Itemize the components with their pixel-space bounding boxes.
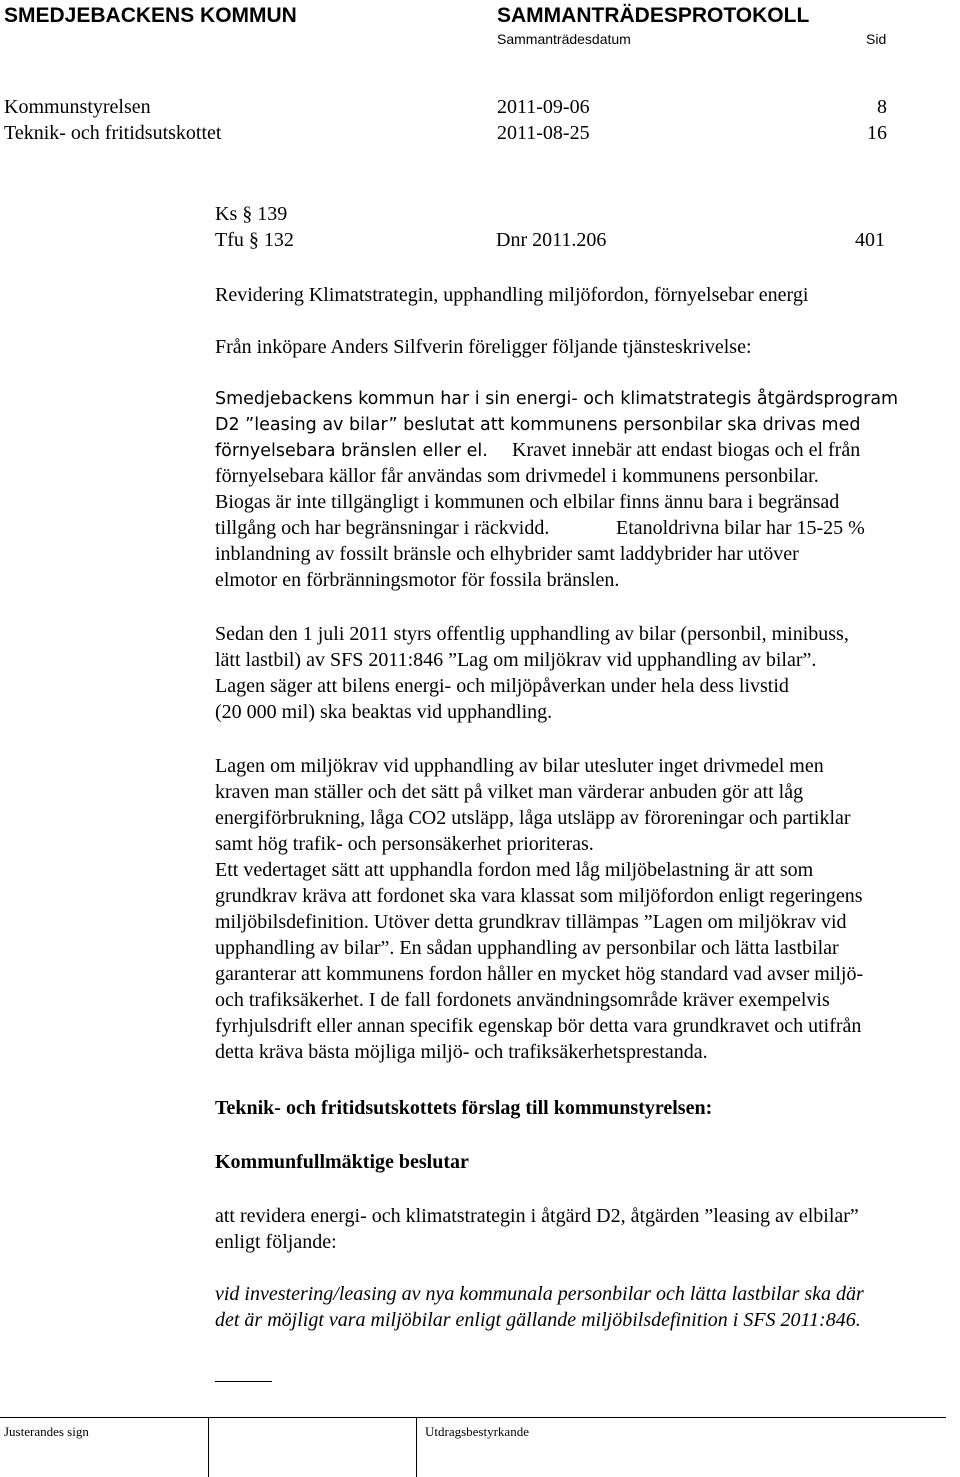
paragraph-line: lätt lastbil) av SFS 2011:846 ”Lag om miljökrav vid upphandling av bilar”. — [215, 649, 817, 671]
meeting-date: 2011-08-25 — [497, 122, 590, 144]
paragraph-line: detta kräva bästa möjliga miljö- och trafiksäkerhetsprestanda. — [215, 1041, 708, 1063]
paragraph-line: grundkrav kräva att fordonet ska vara klassat som miljöfordon enligt regeringens — [215, 885, 863, 907]
archive-code: 401 — [855, 229, 885, 251]
footer-divider — [0, 1417, 946, 1418]
decision-line: enligt följande: — [215, 1231, 337, 1253]
paragraph-line: elmotor en förbränningsmotor för fossila bränslen. — [215, 569, 620, 591]
paragraph-line: förnyelsebara källor får användas som drivmedel i kommunens personbilar. — [215, 465, 819, 487]
date-label: Sammanträdesdatum — [497, 31, 631, 47]
ks-reference: Ks § 139 — [215, 203, 288, 225]
org-name: SMEDJEBACKENS KOMMUN — [4, 4, 297, 27]
decision-heading: Kommunfullmäktige beslutar — [215, 1151, 469, 1173]
paragraph-line: och trafiksäkerhet. I de fall fordonets användningsområde kräver exempelvis — [215, 989, 830, 1011]
proposal-heading: Teknik- och fritidsutskottets förslag till kommunstyrelsen: — [215, 1097, 713, 1119]
page-title: Revidering Klimatstrategin, upphandling miljöfordon, förnyelsebar energi — [215, 284, 809, 306]
certification-label: Utdragsbestyrkande — [425, 1424, 529, 1439]
tfu-reference: Tfu § 132 — [215, 229, 294, 251]
paragraph-line: samt hög trafik- och personsäkerhet prioriteras. — [215, 833, 594, 855]
decision-text-line: vid investering/leasing av nya kommunala personbilar och lätta lastbilar ska där — [215, 1283, 864, 1305]
signature-rule — [215, 1381, 272, 1382]
sign-label: Justerandes sign — [4, 1424, 89, 1439]
body-name: Kommunstyrelsen — [4, 96, 151, 118]
paragraph-line: miljöbilsdefinition. Utöver detta grundkrav tillämpas ”Lagen om miljökrav vid — [215, 911, 847, 933]
paragraph-line: Kravet innebär att endast biogas och el från — [512, 439, 861, 461]
paragraph-line: tillgång och har begränsningar i räckvidd. — [215, 517, 550, 539]
paragraph-line: Etanoldrivna bilar har 15-25 % — [616, 517, 865, 539]
paragraph-line: kraven man ställer och det sätt på vilket man värderar anbuden gör att låg — [215, 781, 804, 803]
paragraph-line: förnyelsebara bränslen eller el. — [215, 441, 488, 461]
page-number: 16 — [867, 122, 887, 144]
paragraph-line: inblandning av fossilt bränsle och elhybrider samt laddybrider har utöver — [215, 543, 799, 565]
paragraph-line: Lagen om miljökrav vid upphandling av bilar utesluter inget drivmedel men — [215, 755, 824, 777]
dnr-reference: Dnr 2011.206 — [496, 229, 607, 251]
meeting-date: 2011-09-06 — [497, 96, 590, 118]
footer-separator — [416, 1417, 417, 1477]
paragraph-line: (20 000 mil) ska beaktas vid upphandling. — [215, 701, 553, 723]
paragraph-line: Lagen säger att bilens energi- och miljöpåverkan under hela dess livstid — [215, 675, 789, 697]
body-name: Teknik- och fritidsutskottet — [4, 122, 222, 144]
paragraph-line: D2 ”leasing av bilar” beslutat att kommunens personbilar ska drivas med — [215, 415, 861, 435]
paragraph-line: Ett vedertaget sätt att upphandla fordon med låg miljöbelastning är att som — [215, 859, 814, 881]
paragraph-line: garanterar att kommunens fordon håller en mycket hög standard vad avser miljö- — [215, 963, 864, 985]
decision-text-line: det är möjligt vara miljöbilar enligt gällande miljöbilsdefinition i SFS 2011:846. — [215, 1309, 861, 1331]
paragraph-line: energiförbrukning, låga CO2 utsläpp, låga utsläpp av föroreningar och partiklar — [215, 807, 851, 829]
paragraph-line: fyrhjulsdrift eller annan specifik egenskap bör detta vara grundkravet och utifrån — [215, 1015, 862, 1037]
paragraph-line: Sedan den 1 juli 2011 styrs offentlig upphandling av bilar (personbil, minibuss, — [215, 623, 849, 645]
paragraph-line: Smedjebackens kommun har i sin energi- och klimatstrategis åtgärdsprogram — [215, 389, 899, 409]
doc-type: SAMMANTRÄDESPROTOKOLL — [497, 4, 810, 27]
intro-line: Från inköpare Anders Silfverin föreligger följande tjänsteskrivelse: — [215, 336, 752, 358]
page-label: Sid — [866, 31, 887, 47]
paragraph-line: Biogas är inte tillgängligt i kommunen och elbilar finns ännu bara i begränsad — [215, 491, 840, 513]
paragraph-line: upphandling av bilar”. En sådan upphandling av personbilar och lätta lastbilar — [215, 937, 839, 959]
decision-line: att revidera energi- och klimatstrategin i åtgärd D2, åtgärden ”leasing av elbilar” — [215, 1205, 859, 1227]
footer-separator — [208, 1417, 209, 1477]
page-number: 8 — [877, 96, 887, 118]
